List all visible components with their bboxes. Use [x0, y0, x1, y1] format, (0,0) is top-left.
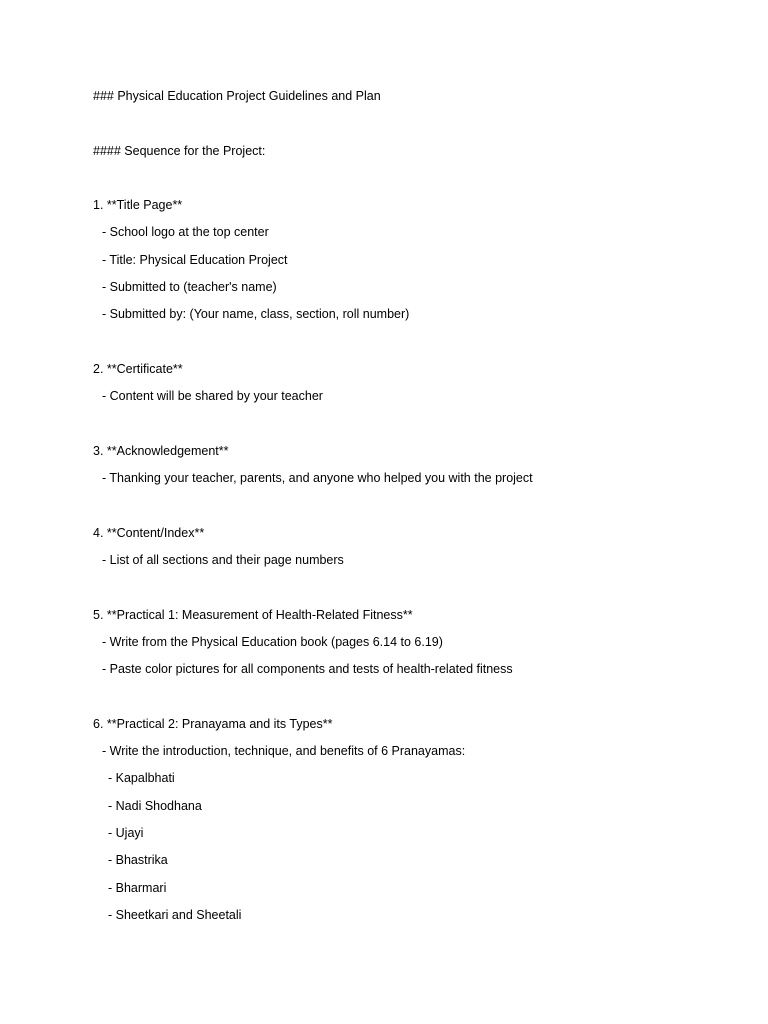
section-title: 4. **Content/Index** [93, 525, 205, 540]
blank-line [93, 332, 733, 359]
section-subitem: - Kapalbhati [108, 771, 175, 786]
section-item: - Submitted by: (Your name, class, section, roll number) [102, 307, 410, 322]
section-subitem: - Nadi Shodhana [108, 798, 202, 813]
blank-line [93, 113, 733, 140]
section-item: - Paste color pictures for all components and tests of health-related fitness [102, 662, 513, 677]
section-item: - Submitted to (teacher's name) [102, 280, 277, 295]
section-subitem: - Bharmari [108, 880, 167, 895]
document-body [93, 86, 733, 932]
blank-line [93, 414, 733, 441]
section-item: - Content will be shared by your teacher [102, 389, 323, 404]
section-item: - School logo at the top center [102, 225, 269, 240]
blank-line [93, 577, 733, 604]
document-subheading: #### Sequence for the Project: [93, 143, 266, 158]
document-heading: ### Physical Education Project Guidelines and Plan [93, 89, 381, 103]
section-item: - List of all sections and their page numbers [102, 553, 344, 568]
blank-line [93, 495, 733, 522]
section-item: - Write from the Physical Education book (pages 6.14 to 6.19) [102, 634, 443, 649]
section-subitem: - Ujayi [108, 826, 144, 841]
section-item: - Title: Physical Education Project [102, 252, 288, 267]
section-title: 2. **Certificate** [93, 361, 183, 376]
section-subitem: - Sheetkari and Sheetali [108, 907, 242, 922]
section-title: 5. **Practical 1: Measurement of Health-Related Fitness** [93, 607, 413, 622]
blank-line [93, 168, 733, 195]
section-title: 1. **Title Page** [93, 198, 183, 213]
section-item: - Write the introduction, technique, and benefits of 6 Pranayamas: [102, 744, 466, 759]
blank-line [93, 687, 733, 714]
section-title: 6. **Practical 2: Pranayama and its Types** [93, 716, 333, 731]
section-title: 3. **Acknowledgement** [93, 443, 229, 458]
section-subitem: - Bhastrika [108, 853, 168, 868]
section-item: - Thanking your teacher, parents, and anyone who helped you with the project [102, 471, 533, 486]
